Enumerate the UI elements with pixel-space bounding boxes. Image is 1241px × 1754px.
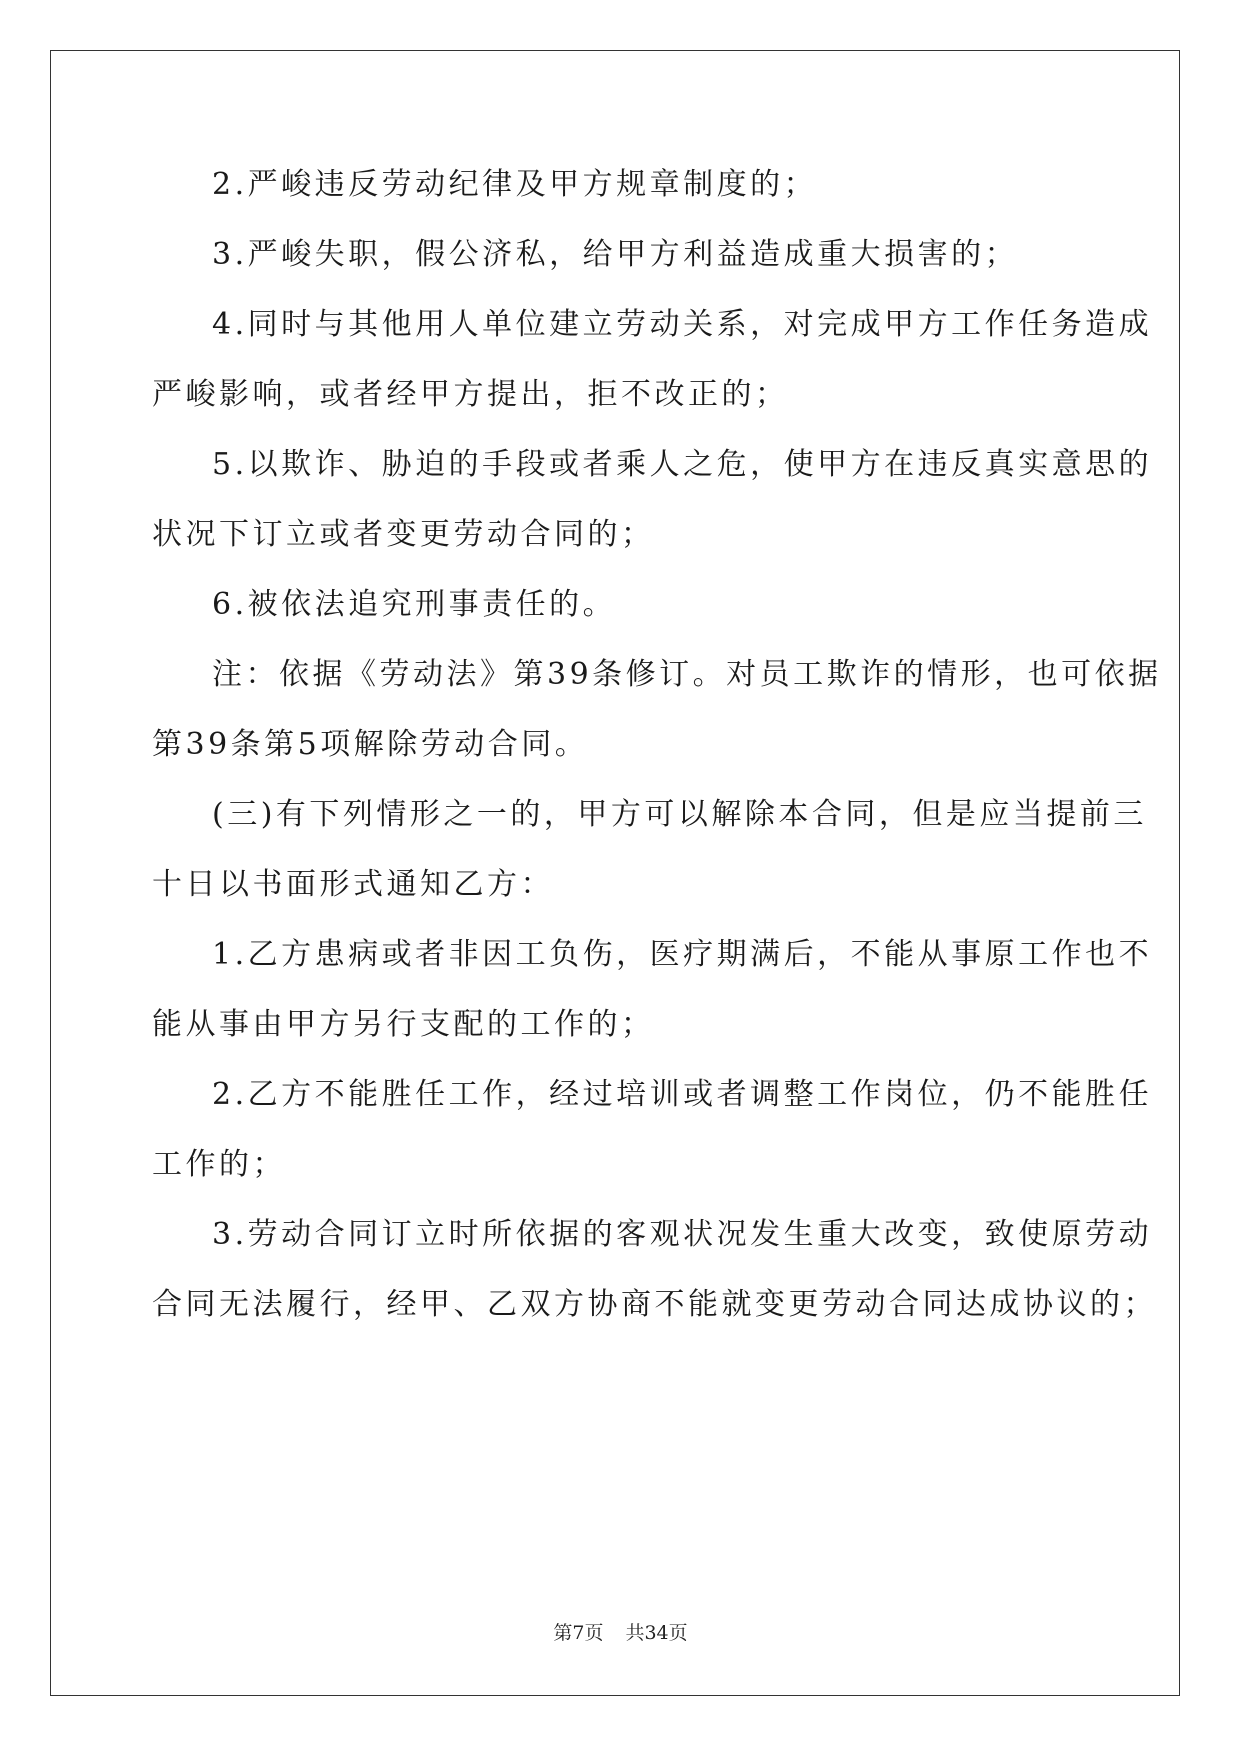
paragraph-line: 严峻影响，或者经甲方提出，拒不改正的； [152,377,789,412]
paragraph-line: 工作的； [152,1147,286,1182]
paragraph-line: 3.严峻失职，假公济私，给甲方利益造成重大损害的； [212,237,1019,272]
paragraph-line: 3.劳动合同订立时所依据的客观状况发生重大改变，致使原劳动 [212,1217,1153,1252]
page-footer [0,1618,1241,1645]
paragraph-line: 注：依据《劳动法》第39条修订。对员工欺诈的情形，也可依据 [212,657,1162,692]
page-number-total: 共34页 [625,1622,688,1644]
paragraph-line: 能从事由甲方另行支配的工作的； [152,1007,655,1042]
paragraph-line: 4.同时与其他用人单位建立劳动关系，对完成甲方工作任务造成 [212,307,1153,342]
paragraph-line: 2.严峻违反劳动纪律及甲方规章制度的； [212,167,818,202]
paragraph-line: 状况下订立或者变更劳动合同的； [152,517,655,552]
paragraph-line: 2.乙方不能胜任工作，经过培训或者调整工作岗位，仍不能胜任 [212,1077,1153,1112]
paragraph-line: 1.乙方患病或者非因工负伤，医疗期满后，不能从事原工作也不 [212,937,1153,972]
paragraph-line: (三)有下列情形之一的，甲方可以解除本合同，但是应当提前三 [212,797,1147,832]
page-number-current: 第7页 [553,1622,604,1644]
paragraph-line: 十日以书面形式通知乙方： [152,867,554,902]
paragraph-line: 第39条第5项解除劳动合同。 [152,727,589,762]
paragraph-line: 6.被依法追究刑事责任的。 [212,587,617,622]
paragraph-line: 5.以欺诈、胁迫的手段或者乘人之危，使甲方在违反真实意思的 [212,447,1153,482]
paragraph-line: 合同无法履行，经甲、乙双方协商不能就变更劳动合同达成协议的； [152,1287,1157,1322]
